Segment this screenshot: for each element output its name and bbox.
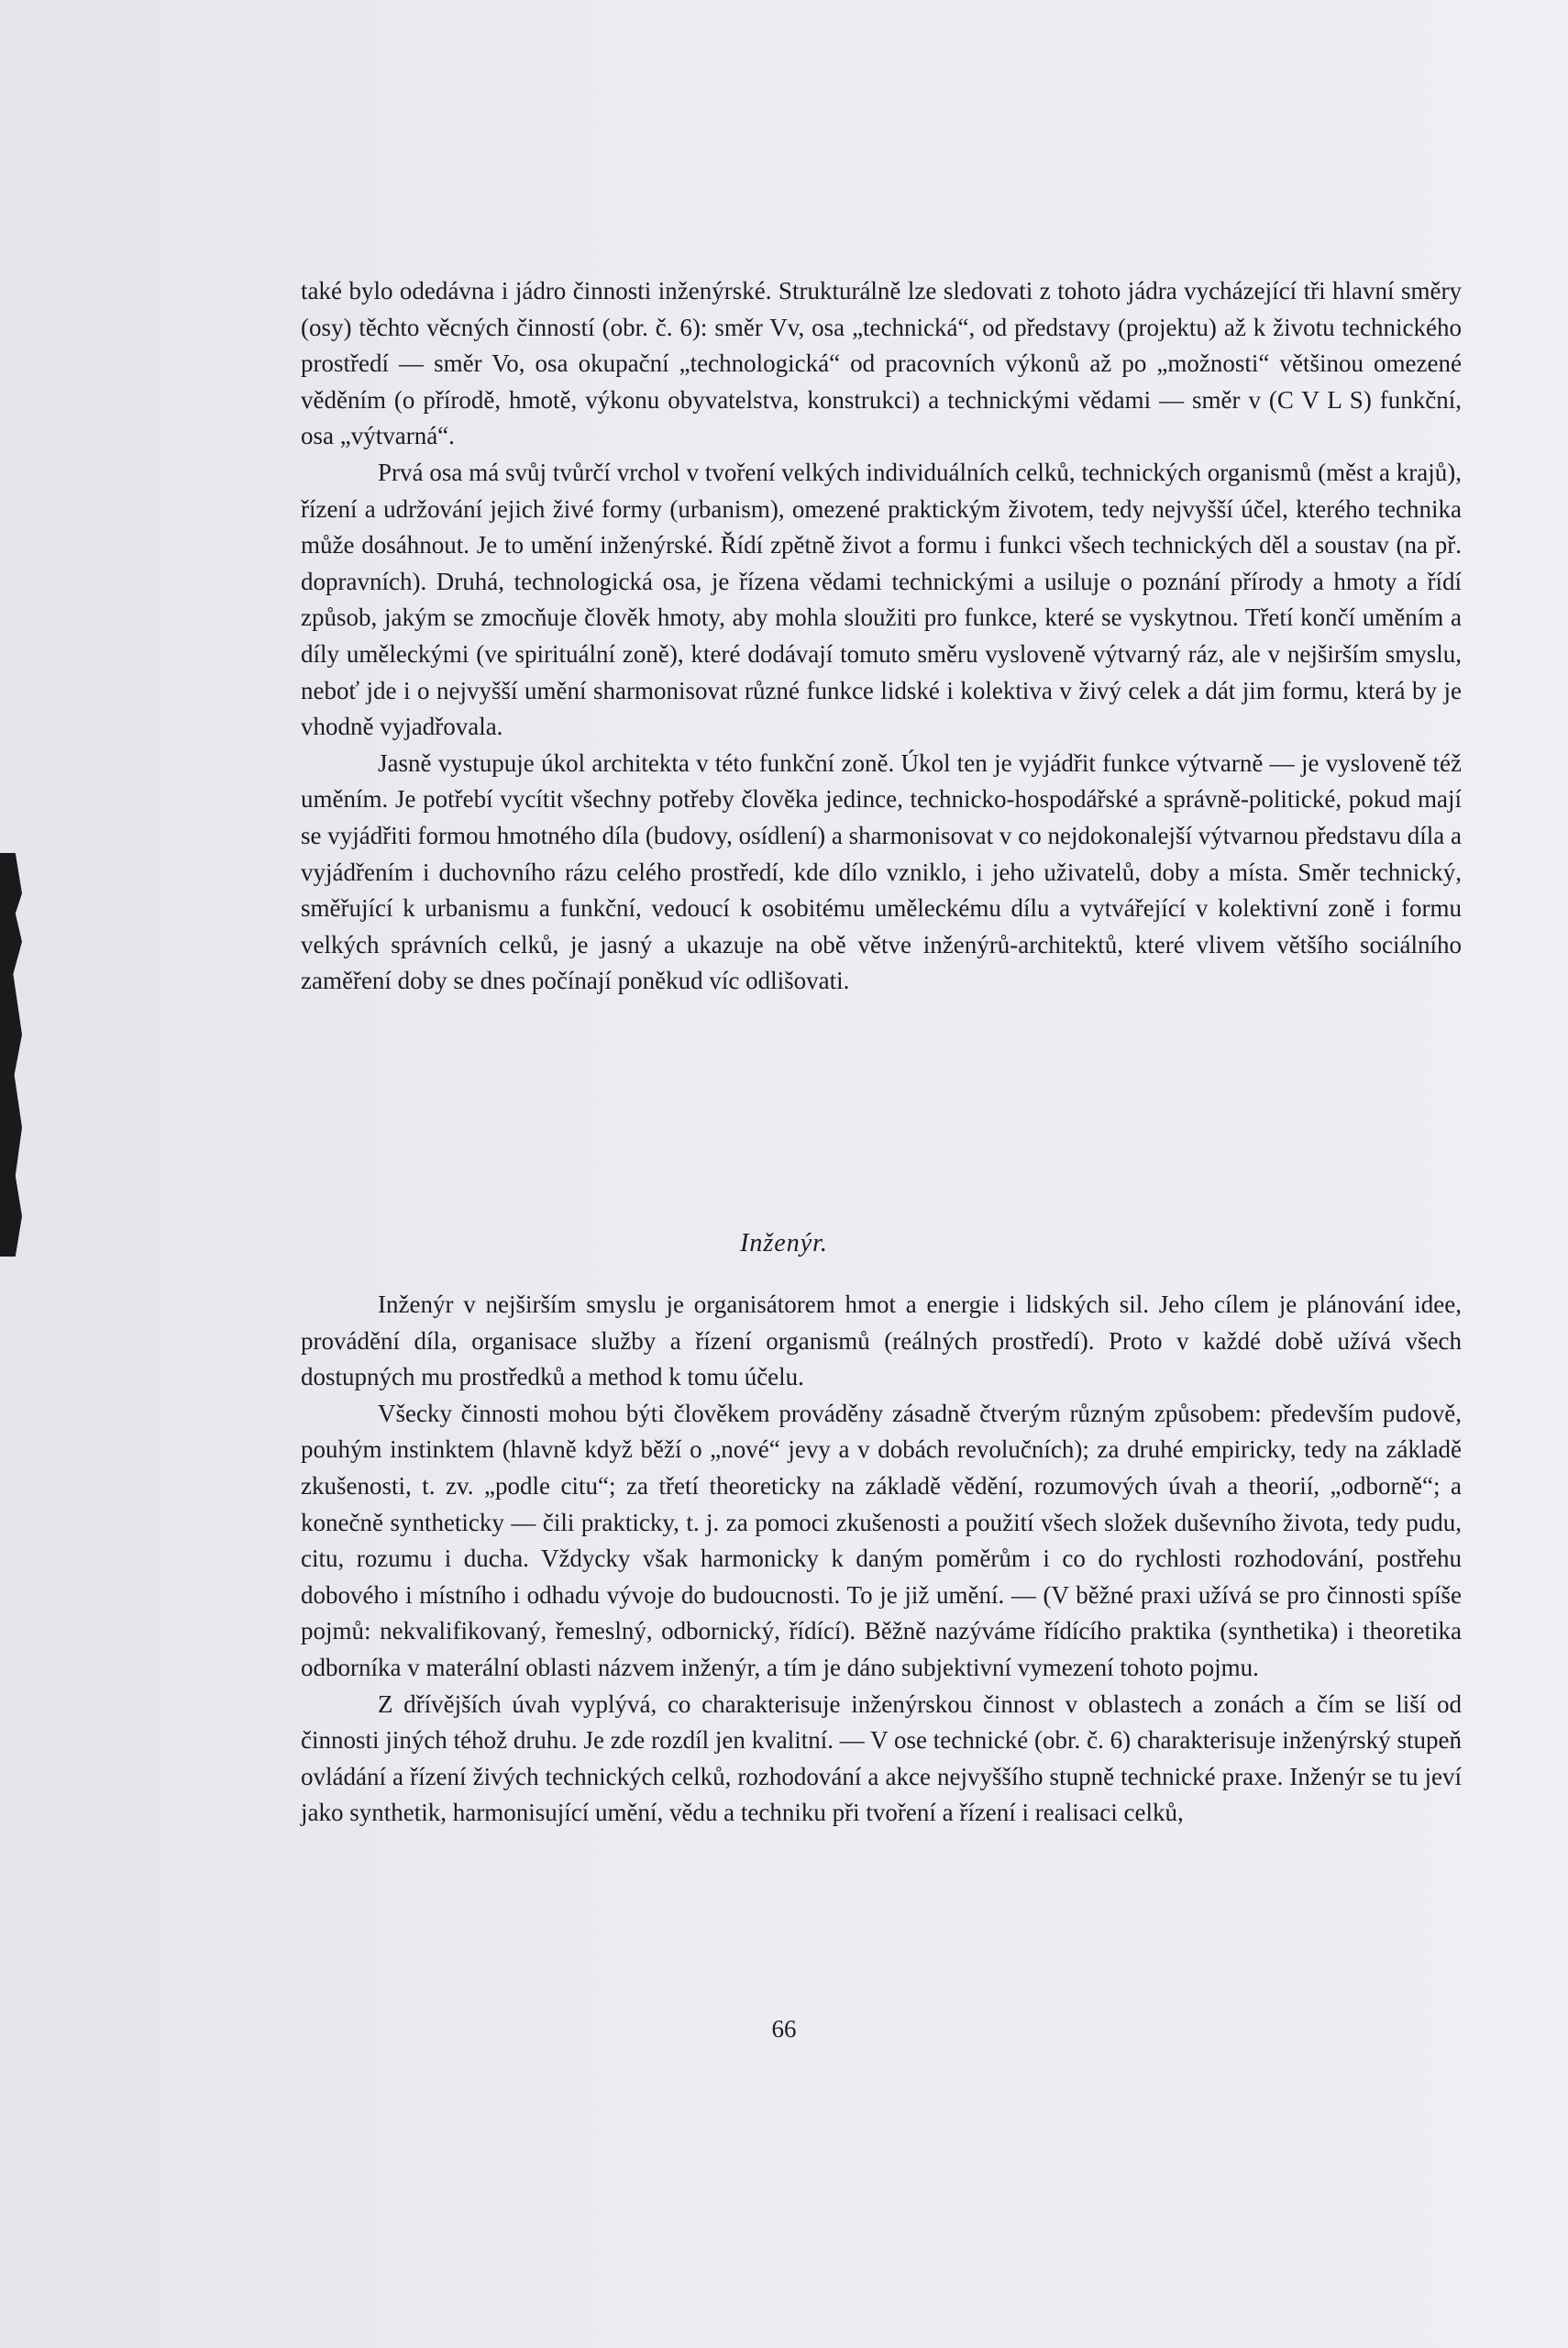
paragraph: Všecky činnosti mohou býti člověkem prováděny zásadně čtverým různým způsobem: především pudově, pouhým instinktem (hlavně když běží o „nové“ jevy a v dobách revolučních); za druhé empiricky, tedy na základě zkušenosti, t. zv. „podle citu“; za třetí theoreticky na základě vědění, rozumových úvah a theorií, „odborně“; a konečně syntheticky — čili prakticky, t. j. za pomoci zkušenosti a použití všech složek duševního života, tedy pudu, citu, rozumu i ducha. Vždycky však harmonicky k daným poměrům i co do rychlosti rozhodování, postřehu dobového i místního i odhadu vývoje do budoucnosti. To je již umění. — (V běžné praxi užívá se pro činnosti spíše pojmů: nekvalifikovaný, řemeslný, odbornický, řídící). Běžně nazýváme řídícího praktika (synthetika) i theoretika odborníka v materální oblasti názvem inženýr, a tím je dáno subjektivní vymezení tohoto pojmu. [301, 1399, 1462, 1681]
binding-clip [0, 853, 22, 1257]
paragraph: Prvá osa má svůj tvůrčí vrchol v tvoření velkých individuálních celků, technických organismů (měst a krajů), řízení a udržování jejich živé formy (urbanism), omezené praktickým životem, tedy nejvyšší účel, kterého technika může dosáhnout. Je to umění inženýrské. Řídí zpětně život a formu i funkci všech technických děl a soustav (na př. dopravních). Druhá, technologická osa, je řízena vědami technickými a usiluje o poznání přírody a hmoty a řídí způsob, jakým se zmocňuje člověk hmoty, aby mohla sloužiti pro funkce, které se vyskytnou. Třetí končí uměním a díly uměleckými (ve spirituální zoně), které dodávají tomuto směru vysloveně výtvarný ráz, ale v nejširším smyslu, neboť jde i o nejvyšší umění sharmonisovat různé funkce lidské i kolektiva v živý celek a dát jim formu, která by je vhodně vyjadřovala. [301, 458, 1462, 741]
page-number: 66 [771, 2015, 797, 2043]
paragraph: Inženýr v nejširším smyslu je organisátorem hmot a energie i lidských sil. Jeho cílem je plánování idee, provádění díla, organisace služby a řízení organismů (reálných prostředí). Proto v každé době užívá všech dostupných mu prostředků a method k tomu účelu. [301, 1290, 1462, 1391]
paragraph: také bylo odedávna i jádro činnosti inženýrské. Strukturálně lze sledovati z tohoto jádra vycházející tři hlavní směry (osy) těchto věcných činností (obr. č. 6): směr Vv, osa „technická“, od představy (projektu) až k životu technického prostředí — směr Vo, osa okupační „technologická“ od pracovních výkonů až po „možnosti“ většinou omezené věděním (o přírodě, hmotě, výkonu obyvatelstva, konstrukci) a technickými vědami — směr v (C V L S) funkční, osa „výtvarná“. [301, 277, 1462, 450]
section-heading: Inženýr. [740, 1229, 828, 1257]
paragraph: Jasně vystupuje úkol architekta v této funkční zoně. Úkol ten je vyjádřit funkce výtvarně — je vysloveně též uměním. Je potřebí vycítit všechny potřeby člověka jedince, technicko-hospodářské a správně-politické, pokud mají se vyjádřiti formou hmotného díla (budovy, osídlení) a sharmonisovat v co nejdokonalejší výtvarnou představu díla a vyjádřením i duchovního rázu celého prostředí, kde dílo vzniklo, i jeho uživatelů, doby a místa. Směr technický, směřující k urbanismu a funkční, vedoucí k osobitému uměleckému dílu a vytvářející v kolektivní zoně i formu velkých správních celků, je jasný a ukazuje na obě větve inženýrů-architektů, které vlivem většího sociálního zaměření doby se dnes počínají poněkud víc odlišovati. [301, 748, 1462, 995]
section-1-text [301, 273, 1462, 1000]
paragraph: Z dřívějších úvah vyplývá, co charakterisuje inženýrskou činnost v oblastech a zonách a čím se liší od činnosti jiných téhož druhu. Je zde rozdíl jen kvalitní. — V ose technické (obr. č. 6) charakterisuje inženýrský stupeň ovládání a řízení živých technických celků, rozhodování a akce nejvyššího stupně technické praxe. Inženýr se tu jeví jako synthetik, harmonisující umění, vědu a techniku při tvoření a řízení i realisaci celků, [301, 1689, 1462, 1827]
section-2-text [301, 1287, 1462, 1832]
